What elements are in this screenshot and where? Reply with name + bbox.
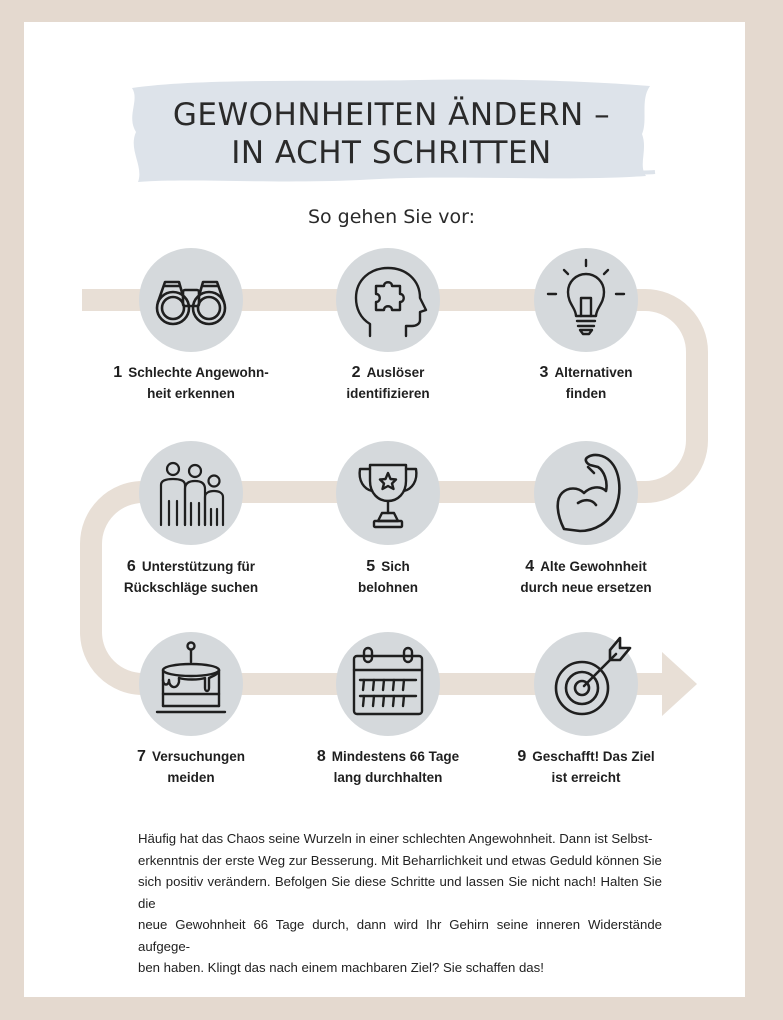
step-3-label [496, 362, 676, 404]
trophy-icon [336, 441, 440, 545]
step-5-circle [336, 441, 440, 545]
flexed-arm-icon [534, 441, 638, 545]
step-text: Auslöser [366, 365, 425, 380]
step-6-label [101, 556, 281, 598]
step-1-circle [139, 248, 243, 352]
step-text: Unterstützung für [141, 559, 256, 574]
step-4-label [496, 556, 676, 598]
step-text: Sich [381, 559, 410, 574]
head-puzzle-icon [336, 248, 440, 352]
step-text: Alternativen [554, 365, 633, 380]
step-text: finden [565, 386, 607, 401]
step-text: durch neue ersetzen [520, 580, 652, 595]
cake-icon [139, 632, 243, 736]
calendar-icon [336, 632, 440, 736]
step-2-label [298, 362, 478, 404]
path-arrowhead [662, 652, 697, 716]
step-number: 8 [316, 748, 326, 765]
step-number: 9 [517, 748, 527, 765]
step-number: 5 [366, 558, 376, 575]
step-number: 4 [525, 558, 535, 575]
step-5-label [298, 556, 478, 598]
lightbulb-icon [534, 248, 638, 352]
step-3-circle [534, 248, 638, 352]
step-text: Mindestens 66 Tage [331, 749, 460, 764]
step-9-label [496, 746, 676, 788]
step-text: belohnen [358, 580, 418, 595]
step-number: 3 [539, 364, 549, 381]
step-text: lang durchhalten [333, 770, 443, 785]
step-number: 1 [113, 364, 123, 381]
body-line: erkenntnis der erste Weg zur Besserung. Mit Beharrlichkeit und etwas Geduld können Sie [138, 852, 662, 868]
step-8-circle [336, 632, 440, 736]
step-text: heit erkennen [147, 386, 235, 401]
title-line-1: GEWOHNHEITEN ÄNDERN – [172, 97, 611, 133]
step-number: 2 [351, 364, 361, 381]
body-line: neue Gewohnheit 66 Tage durch, dann wird Ihr Gehirn seine inneren Widerstände aufgege- [138, 917, 662, 954]
body-line: ben haben. Klingt das nach einem machbaren Ziel? Sie schaffen das! [138, 960, 544, 975]
step-4-circle [534, 441, 638, 545]
step-7-label [101, 746, 281, 788]
step-6-circle [139, 441, 243, 545]
body-line: sich positiv verändern. Befolgen Sie diese Schritte und lassen Sie nicht nach! Halten Sie die [138, 874, 662, 911]
step-text: Schlechte Angewohn- [128, 365, 269, 380]
body-line: Häufig hat das Chaos seine Wurzeln in einer schlechten Angewohnheit. Dann ist Selbst- [138, 831, 653, 846]
people-group-icon [139, 441, 243, 545]
step-text: Geschafft! Das Ziel [532, 749, 655, 764]
subtitle: So gehen Sie vor: [307, 206, 476, 228]
step-text: Alte Gewohnheit [540, 559, 647, 574]
step-1-label [101, 362, 281, 404]
step-9-circle [534, 632, 638, 736]
step-number: 6 [126, 558, 136, 575]
step-8-label [298, 746, 478, 788]
step-text: Rückschläge suchen [123, 580, 259, 595]
page-title [0, 96, 783, 172]
step-7-circle [139, 632, 243, 736]
step-text: Versuchungen [151, 749, 245, 764]
step-text: meiden [167, 770, 215, 785]
step-2-circle [336, 248, 440, 352]
binoculars-icon [139, 248, 243, 352]
step-text: ist erreicht [551, 770, 621, 785]
title-line-2: IN ACHT SCHRITTEN [231, 135, 552, 171]
target-icon [534, 632, 638, 736]
step-text: identifizieren [346, 386, 430, 401]
body-paragraph [138, 828, 662, 979]
step-number: 7 [137, 748, 146, 765]
